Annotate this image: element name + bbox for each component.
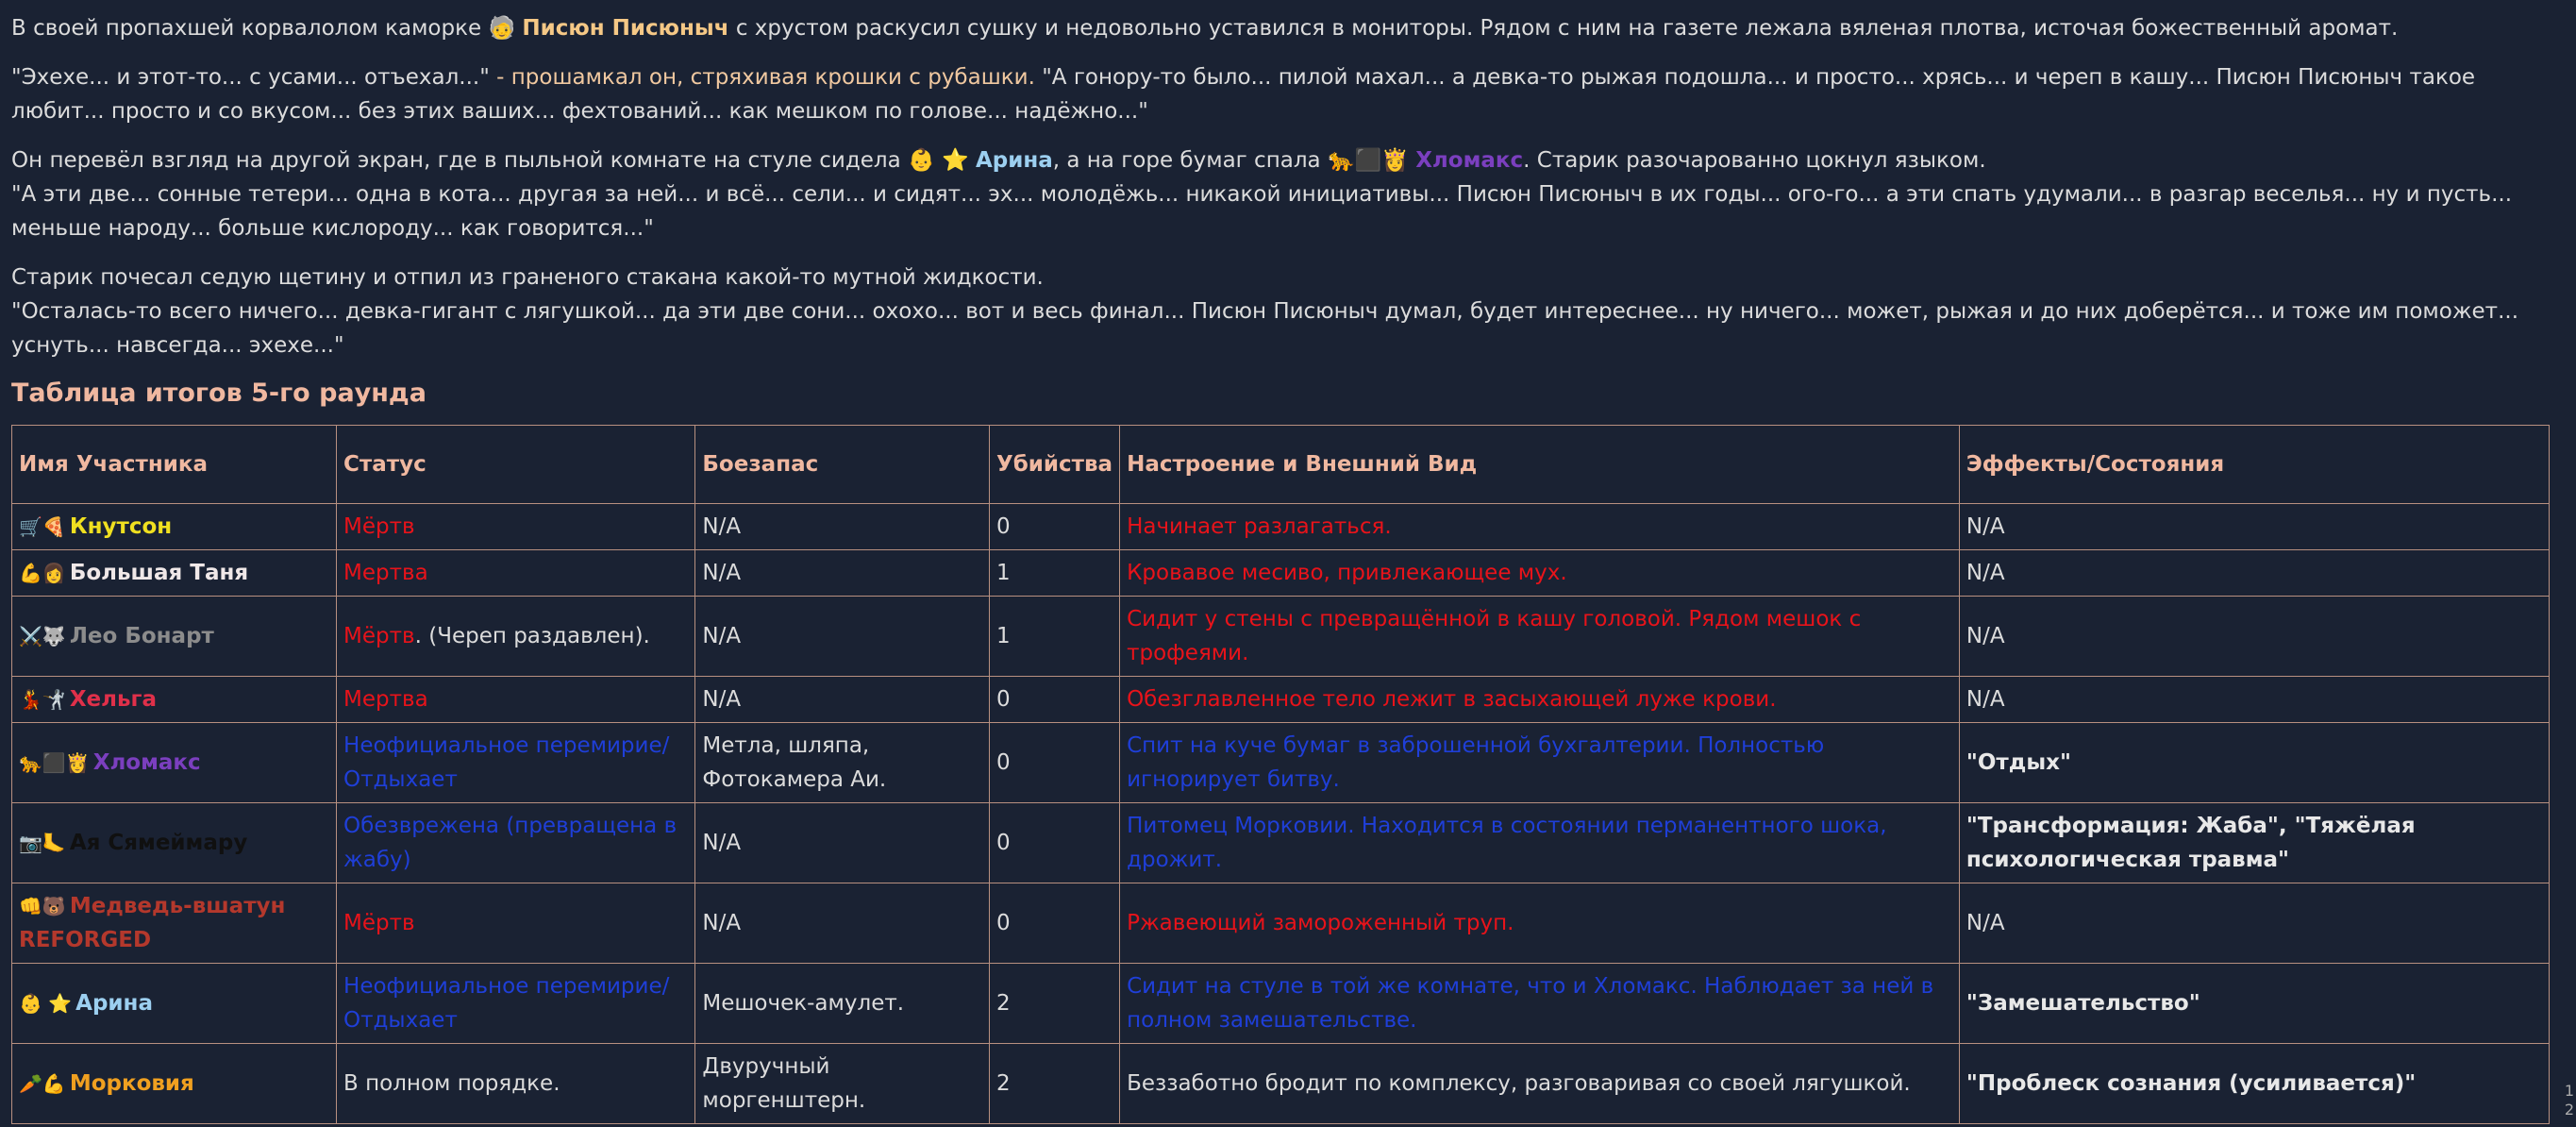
cell-effects: "Трансформация: Жаба", "Тяжёлая психологическая травма" bbox=[1959, 803, 2549, 883]
table-row bbox=[12, 723, 2550, 803]
participant-name: Хельга bbox=[69, 687, 158, 712]
cell-mood: Ржавеющий замороженный труп. bbox=[1120, 883, 1960, 964]
cell-status bbox=[337, 504, 695, 550]
cell-kills: 0 bbox=[990, 504, 1120, 550]
cell-mood: Питомец Морковии. Находится в состоянии перманентного шока, дрожит. bbox=[1120, 803, 1960, 883]
table-row bbox=[12, 803, 2550, 883]
cart-pizza-icon: 🛒🍕 bbox=[19, 515, 66, 538]
cell-kills: 1 bbox=[990, 597, 1120, 677]
cell-status bbox=[337, 723, 695, 803]
character-name: Арина bbox=[975, 148, 1053, 173]
cell-name bbox=[12, 964, 337, 1044]
cell-status bbox=[337, 550, 695, 597]
status-text: Мёртв bbox=[343, 514, 415, 539]
table-title: Таблица итогов 5-го раунда bbox=[11, 378, 427, 408]
cell-status bbox=[337, 1044, 695, 1124]
cell-ammo: N/A bbox=[695, 550, 990, 597]
cell-mood: Сидит у стены с превращённой в кашу головой. Рядом мешок с трофеями. bbox=[1120, 597, 1960, 677]
cell-effects: "Проблеск сознания (усиливается)" bbox=[1959, 1044, 2549, 1124]
cell-status bbox=[337, 964, 695, 1044]
cell-kills: 0 bbox=[990, 803, 1120, 883]
cell-name bbox=[12, 1044, 337, 1124]
status-text: Мёртв bbox=[343, 911, 415, 935]
cell-kills: 1 bbox=[990, 550, 1120, 597]
camera-boot-icon: 📷🦶 bbox=[19, 832, 66, 854]
story-paragraph-2 bbox=[11, 60, 2555, 128]
cell-kills: 2 bbox=[990, 964, 1120, 1044]
participant-name: Лео Бонарт bbox=[69, 624, 214, 648]
header-ammo: Боезапас bbox=[695, 426, 990, 504]
status-text: В полном порядке. bbox=[343, 1071, 560, 1096]
cell-ammo: N/A bbox=[695, 677, 990, 723]
cell-ammo: Мешочек-амулет. bbox=[695, 964, 990, 1044]
table-header-row bbox=[12, 426, 2550, 504]
header-mood: Настроение и Внешний Вид bbox=[1120, 426, 1960, 504]
text: . Старик разочарованно цокнул языком. bbox=[1523, 148, 1986, 173]
table-row bbox=[12, 1044, 2550, 1124]
muscle-woman-icon: 💪👩 bbox=[19, 562, 66, 584]
cell-name bbox=[12, 803, 337, 883]
cell-ammo: Метла, шляпа, Фотокамера Аи. bbox=[695, 723, 990, 803]
character-name: Хломакс bbox=[1415, 148, 1524, 173]
cell-name bbox=[12, 504, 337, 550]
status-text: Неофициальное перемирие/ Отдыхает bbox=[343, 733, 670, 792]
table-row bbox=[12, 677, 2550, 723]
cell-kills: 0 bbox=[990, 723, 1120, 803]
swords-wolf-icon: ⚔️🐺 bbox=[19, 625, 66, 648]
quote: "А гонору-то было... пилой махал... а девка-то рыжая подошла... и просто... хрясь... и череп в кашу... Писюн Писюныч такое любит... просто и со вкусом... без этих ваших... фехтований... как мешком по голове... надёжно..." bbox=[11, 65, 2476, 124]
cell-kills: 0 bbox=[990, 677, 1120, 723]
status-text: Неофициальное перемирие/ Отдыхает bbox=[343, 974, 670, 1033]
status-extra: . (Череп раздавлен). bbox=[414, 624, 650, 648]
cell-name bbox=[12, 550, 337, 597]
baby-star-icon: 👶 ⭐ bbox=[19, 992, 73, 1015]
header-status: Статус bbox=[337, 426, 695, 504]
cell-name bbox=[12, 723, 337, 803]
cell-ammo: N/A bbox=[695, 504, 990, 550]
cell-effects: N/A bbox=[1959, 677, 2549, 723]
status-text: Обезврежена (превращена в жабу) bbox=[343, 814, 677, 872]
results-table bbox=[11, 425, 2550, 1124]
cell-effects: N/A bbox=[1959, 504, 2549, 550]
story-paragraph-1 bbox=[11, 11, 2555, 45]
cell-name bbox=[12, 597, 337, 677]
cell-name bbox=[12, 883, 337, 964]
cell-ammo: N/A bbox=[695, 803, 990, 883]
story-paragraph-4 bbox=[11, 261, 2555, 362]
participant-name: Кнутсон bbox=[69, 514, 173, 539]
cell-mood: Сидит на стуле в той же комнате, что и Хломакс. Наблюдает за ней в полном замешательстве. bbox=[1120, 964, 1960, 1044]
story-paragraph-3 bbox=[11, 143, 2555, 245]
table-row bbox=[12, 597, 2550, 677]
cell-kills: 2 bbox=[990, 1044, 1120, 1124]
cell-status bbox=[337, 883, 695, 964]
participant-name: Ая Сямеймару bbox=[69, 831, 248, 855]
cell-kills: 0 bbox=[990, 883, 1120, 964]
participant-name: Арина bbox=[75, 991, 153, 1016]
quote: "Эхехе... и этот-то... с усами... отъехал..." bbox=[11, 65, 490, 90]
indicator-line: 2 bbox=[2564, 1101, 2574, 1119]
participant-name: Медведь-вшатун REFORGED bbox=[19, 894, 286, 952]
cell-status bbox=[337, 597, 695, 677]
status-text: Мертва bbox=[343, 561, 428, 585]
cell-ammo: Двуручный моргенштерн. bbox=[695, 1044, 990, 1124]
text: Старик почесал седую щетину и отпил из граненого стакана какой-то мутной жидкости. bbox=[11, 265, 1044, 290]
header-name: Имя Участника bbox=[12, 426, 337, 504]
chat-message bbox=[11, 11, 2555, 1124]
cell-ammo: N/A bbox=[695, 597, 990, 677]
dancer-fencer-icon: 💃🤺 bbox=[19, 688, 66, 711]
quote: "Осталась-то всего ничего... девка-гигант с лягушкой... да эти две сони... охохо... вот и весь финал... Писюн Писюныч думал, будет интереснее... ну ничего... может, рыжая и до них доберётся... и тоже им поможет... уснуть... навсегда... эхехе..." bbox=[11, 299, 2519, 358]
participant-name: Морковия bbox=[69, 1071, 194, 1096]
scroll-indicator bbox=[2565, 1082, 2574, 1119]
cell-mood: Обезглавленное тело лежит в засыхающей луже крови. bbox=[1120, 677, 1960, 723]
header-effects: Эффекты/Состояния bbox=[1959, 426, 2549, 504]
text: Он перевёл взгляд на другой экран, где в пыльной комнате на стуле сидела bbox=[11, 148, 901, 173]
text: , а на горе бумаг спала bbox=[1052, 148, 1321, 173]
cell-mood: Кровавое месиво, привлекающее мух. bbox=[1120, 550, 1960, 597]
table-row bbox=[12, 883, 2550, 964]
cell-effects: N/A bbox=[1959, 883, 2549, 964]
narration: - прошамкал он, стряхивая крошки с рубашки. bbox=[489, 65, 1043, 90]
cell-mood: Начинает разлагаться. bbox=[1120, 504, 1960, 550]
table-row bbox=[12, 964, 2550, 1044]
header-kills: Убийства bbox=[990, 426, 1120, 504]
leopard-square-princess-icon: 🐆⬛👸 bbox=[19, 751, 90, 774]
carrot-muscle-icon: 🥕💪 bbox=[19, 1072, 66, 1095]
hlom-icons: 🐆⬛👸 bbox=[1327, 148, 1409, 173]
cell-effects: N/A bbox=[1959, 597, 2549, 677]
cell-status bbox=[337, 677, 695, 723]
text: В своей пропахшей корвалолом каморке bbox=[11, 16, 482, 41]
table-row bbox=[12, 504, 2550, 550]
cell-name bbox=[12, 677, 337, 723]
table-row bbox=[12, 550, 2550, 597]
participant-name: Большая Таня bbox=[69, 561, 249, 585]
cell-effects: N/A bbox=[1959, 550, 2549, 597]
status-text: Мертва bbox=[343, 687, 428, 712]
cell-effects: "Отдых" bbox=[1959, 723, 2549, 803]
status-text: Мёртв bbox=[343, 624, 415, 648]
old-man-icon: 🧓 bbox=[488, 16, 516, 41]
cell-mood: Беззаботно бродит по комплексу, разговаривая со своей лягушкой. bbox=[1120, 1044, 1960, 1124]
indicator-line: 1 bbox=[2564, 1082, 2574, 1100]
character-name: Писюн Писюныч bbox=[522, 16, 729, 41]
arina-icons: 👶 ⭐ bbox=[908, 148, 969, 173]
cell-ammo: N/A bbox=[695, 883, 990, 964]
participant-name: Хломакс bbox=[92, 750, 201, 775]
text: с хрустом раскусил сушку и недовольно уставился в мониторы. Рядом с ним на газете лежала вяленая плотва, источая божественный аромат. bbox=[735, 16, 2399, 41]
cell-status bbox=[337, 803, 695, 883]
fist-bear-icon: 👊🐻 bbox=[19, 895, 66, 917]
cell-effects: "Замешательство" bbox=[1959, 964, 2549, 1044]
quote: "А эти две... сонные тетери... одна в кота... другая за ней... и всё... сели... и сидят... эх... молодёжь... никакой инициативы... Писюн Писюныч в их годы... ого-го... а эти спать удумали... в разгар веселья... ну и пусть... меньше народу... больше кислороду... как говорится..." bbox=[11, 182, 2513, 241]
cell-mood: Спит на куче бумаг в заброшенной бухгалтерии. Полностью игнорирует битву. bbox=[1120, 723, 1960, 803]
